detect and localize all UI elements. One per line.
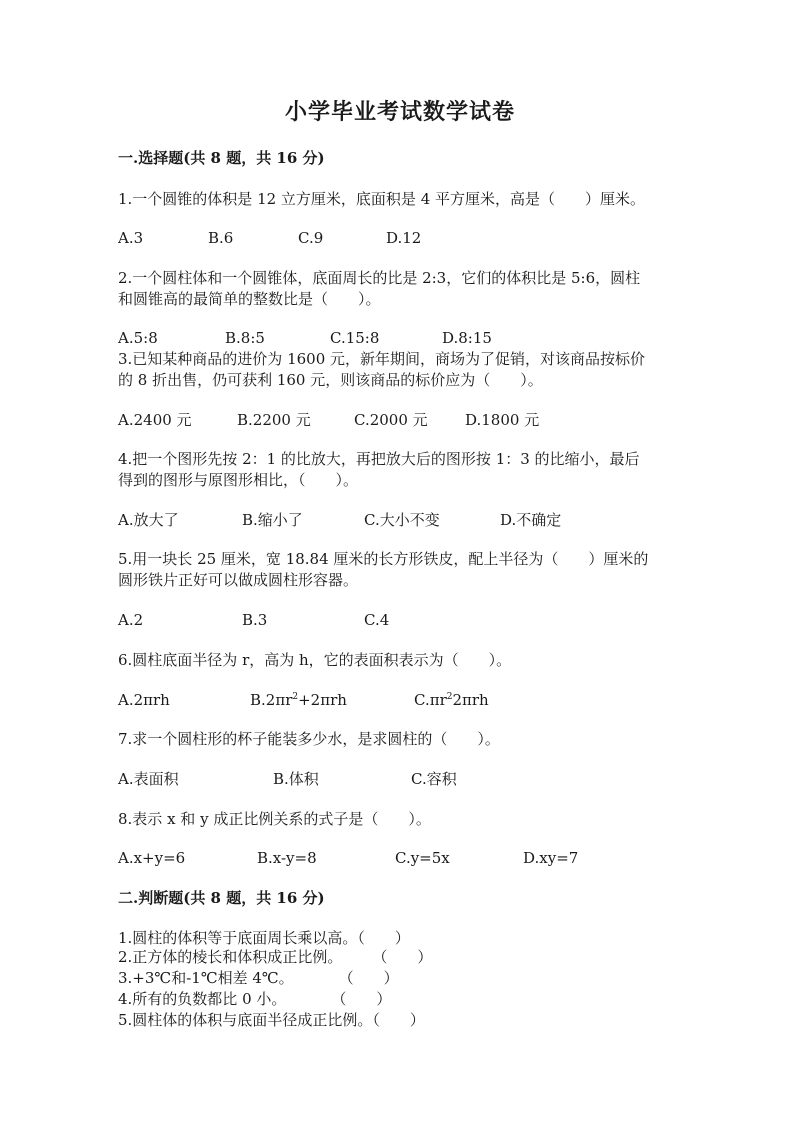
- question-2-text-line1: 2.一个圆柱体和一个圆锥体，底面周长的比是 2:3，它们的体积比是 5:6，圆柱: [118, 269, 641, 287]
- question-1-text: 1.一个圆锥的体积是 12 立方厘米，底面积是 4 平方厘米，高是（ ）厘米。: [118, 190, 646, 208]
- question-3-text-line1: 3.已知某种商品的进价为 1600 元，新年期间，商场为了促销，对该商品按标价: [118, 350, 646, 368]
- q7-option-b: B.体积: [273, 770, 319, 788]
- question-5-text-line1: 5.用一块长 25 厘米，宽 18.84 厘米的长方形铁皮，配上半径为（ ）厘米的: [118, 550, 649, 568]
- question-8-text: 8.表示 x 和 y 成正比例关系的式子是（ ）。: [118, 810, 431, 828]
- q6-option-b: [250, 690, 347, 710]
- q8-option-a: A.x+y=6: [118, 849, 186, 867]
- question-5-text-line2: 圆形铁片正好可以做成圆柱形容器。: [118, 571, 359, 589]
- q2-option-c: C.15:8: [330, 329, 380, 347]
- q2-option-d: D.8:15: [442, 329, 492, 347]
- question-7-text: 7.求一个圆柱形的杯子能装多少水，是求圆柱的（ ）。: [118, 730, 500, 748]
- q8-option-d: D.xy=7: [523, 849, 579, 867]
- q3-option-b: B.2200 元: [237, 411, 311, 429]
- q5-option-a: A.2: [118, 611, 144, 629]
- page-title: 小学毕业考试数学试卷: [284, 99, 515, 125]
- q4-option-a: A.放大了: [118, 511, 179, 529]
- q6-option-b-text: B.2πr: [250, 691, 293, 709]
- q2-option-b: B.8:5: [225, 329, 265, 347]
- q2-option-a: A.5:8: [118, 329, 158, 347]
- q6-option-a-text: A.2πrh: [118, 691, 170, 709]
- q6-option-c-rest: 2πrh: [452, 691, 489, 709]
- q8-option-c: C.y=5x: [395, 849, 450, 867]
- q6-option-b-rest: +2πrh: [298, 691, 347, 709]
- q8-option-b: B.x-y=8: [257, 849, 317, 867]
- q1-option-b: B.6: [208, 229, 234, 247]
- q4-option-c: C.大小不变: [364, 511, 440, 529]
- q6-option-c-text: C.πr: [414, 691, 447, 709]
- question-3-text-line2: 的 8 折出售，仍可获利 160 元，则该商品的标价应为（ ）。: [118, 371, 543, 389]
- judgment-item-4: 4.所有的负数都比 0 小。 （ ）: [118, 990, 392, 1008]
- q3-option-d: D.1800 元: [465, 411, 540, 429]
- section-header-multiple-choice: 一.选择题(共 8 题，共 16 分): [118, 149, 325, 167]
- judgment-item-3: 3.+3℃和-1℃相差 4℃。 （ ）: [118, 969, 399, 987]
- q4-option-b: B.缩小了: [242, 511, 303, 529]
- question-4-text-line2: 得到的图形与原图形相比，（ ）。: [118, 471, 359, 489]
- section-header-true-false: 二.判断题(共 8 题，共 16 分): [118, 889, 325, 907]
- judgment-item-2: 2.正方体的棱长和体积成正比例。 （ ）: [118, 948, 433, 966]
- q5-option-c: C.4: [364, 611, 390, 629]
- q6-option-c-exponent: 2: [446, 692, 453, 702]
- q3-option-a: A.2400 元: [118, 411, 192, 429]
- q6-option-b-exponent: 2: [292, 692, 299, 702]
- q6-option-c: [414, 690, 489, 710]
- q3-option-c: C.2000 元: [354, 411, 428, 429]
- q7-option-a: A.表面积: [118, 770, 179, 788]
- q1-option-a: A.3: [118, 229, 144, 247]
- judgment-item-5: 5.圆柱体的体积与底面半径成正比例。（ ）: [118, 1011, 425, 1029]
- question-4-text-line1: 4.把一个图形先按 2：1 的比放大，再把放大后的图形按 1：3 的比缩小，最后: [118, 450, 640, 468]
- q7-option-c: C.容积: [411, 770, 457, 788]
- q5-option-b: B.3: [242, 611, 268, 629]
- q1-option-d: D.12: [386, 229, 422, 247]
- q4-option-d: D.不确定: [500, 511, 562, 529]
- question-2-text-line2: 和圆锥高的最简单的整数比是（ ）。: [118, 290, 381, 308]
- q6-option-a: [118, 690, 170, 710]
- question-6-text: 6.圆柱底面半径为 r，高为 h，它的表面积表示为（ ）。: [118, 651, 512, 669]
- q1-option-c: C.9: [298, 229, 324, 247]
- judgment-item-1: 1.圆柱的体积等于底面周长乘以高。（ ）: [118, 929, 410, 947]
